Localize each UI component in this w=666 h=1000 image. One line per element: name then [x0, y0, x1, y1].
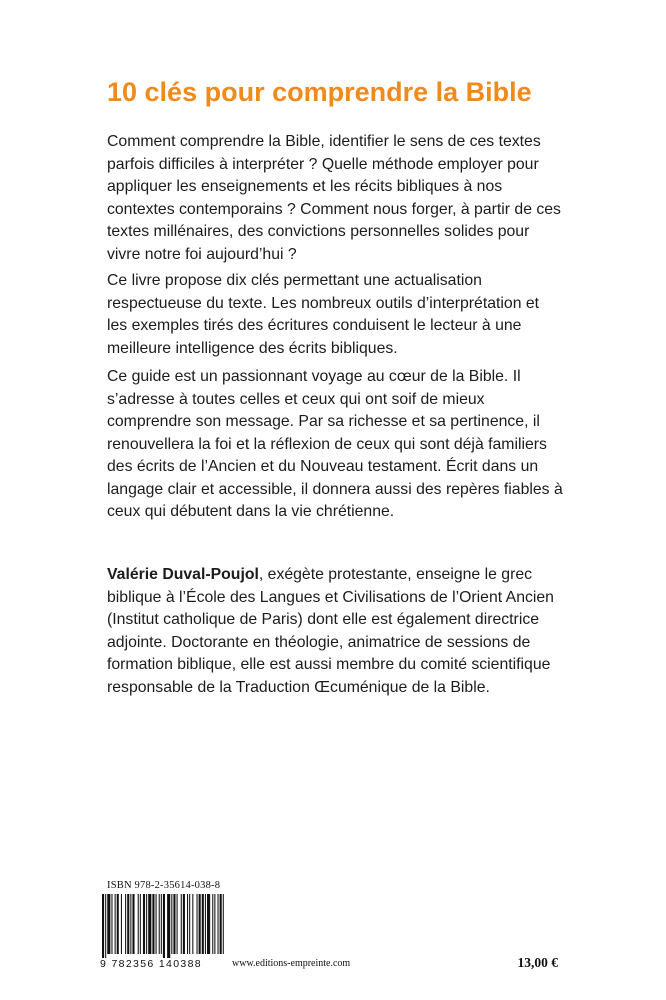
barcode-bar [199, 894, 201, 954]
barcode-bar [117, 894, 119, 954]
blurb-text: Ce guide est un passionnant voyage au cœur de la Bible. Il s’adresse à toutes celles et ceux qui ont soif de mieux comprendre son message. Par sa richesse et sa pertinence, il renouvellera la foi et la réflexion de ceux qui sont déjà familiers des écrits de l’Ancien et du Nouveau testament. Écrit dans un langage clair et accessible, il donnera aussi des repères fiables à ceux qui débutent dans la vie chrétienne. [107, 368, 563, 520]
barcode-bar [212, 894, 213, 954]
barcode-icon [100, 894, 226, 958]
barcode-bar [143, 894, 145, 954]
barcode-bar [161, 894, 162, 954]
barcode-bar [171, 894, 172, 954]
barcode-bar [189, 894, 190, 954]
barcode-bar [197, 894, 198, 954]
barcode-bar [205, 894, 206, 954]
barcode-bar [183, 894, 185, 954]
barcode-bar [146, 894, 147, 954]
barcode-bar [102, 894, 104, 958]
price-label: 13,00 € [517, 955, 558, 970]
barcode-bar [159, 894, 160, 954]
barcode-digits: 9 782356 140388 [100, 958, 202, 970]
barcode-bar [177, 894, 178, 954]
barcode-bar [115, 894, 116, 954]
barcode-bar [105, 894, 106, 958]
barcode-bar [207, 894, 210, 954]
barcode-bar [202, 894, 204, 954]
barcode-bar [152, 894, 154, 954]
barcode-bar [130, 894, 131, 954]
barcode-bar [121, 894, 122, 954]
publisher-website: www.editions-empreinte.com [232, 958, 351, 969]
barcode-bar [223, 894, 224, 954]
barcode-bar [181, 894, 182, 954]
barcode-bar [163, 894, 165, 958]
isbn-label: ISBN 978-2-35614-038-8 [107, 880, 221, 891]
barcode-bar [107, 894, 110, 954]
barcode-bar [148, 894, 151, 954]
blurb-paragraph-1 [107, 131, 563, 266]
barcode-bar [111, 894, 112, 954]
barcode-bar [220, 894, 222, 954]
barcode-bar [173, 894, 175, 954]
blurb-text: Comment comprendre la Bible, identifier le sens de ces textes parfois difficiles à interpréter ? Quelle méthode employer pour appliquer les enseignements et les récits bibliques à nos contextes contemporains ? Comment nous forger, à partir de ces textes millénaires, des convictions personnelles solides pour vivre notre foi aujourd’hui ? [107, 133, 561, 263]
barcode-bar [132, 894, 134, 954]
author-bio [107, 564, 563, 699]
barcode-bar [214, 894, 215, 954]
barcode-bar [167, 894, 170, 958]
blurb-paragraph-2 [107, 270, 563, 360]
barcode-bar [192, 894, 193, 954]
barcode-bar [156, 894, 157, 954]
author-bio-text: , exégète protestante, enseigne le grec biblique à l’École des Langues et Civilisations de l’Orient Ancien (Institut catholique de Paris) dont elle est également directrice adjointe. Doctorante en théologie, animatrice de sessions de formation biblique, elle est aussi membre du comité scientifique responsable de la Traduction Œcuménique de la Bible. [107, 566, 554, 696]
barcode-bar [187, 894, 188, 954]
barcode-bar [218, 894, 219, 954]
barcode-bar [125, 894, 126, 954]
barcode-bar [140, 894, 141, 954]
barcode-bar [138, 894, 139, 954]
blurb-paragraph-3 [107, 366, 563, 524]
author-name: Valérie Duval-Poujol [107, 566, 259, 583]
book-title: 10 clés pour comprendre la Bible [107, 77, 532, 107]
blurb-text: Ce livre propose dix clés permettant une actualisation respectueuse du texte. Les nombreux outils d’interprétation et les exemples tirés des écritures conduisent le lecteur à une meilleure intelligence des écrits bibliques. [107, 272, 540, 357]
barcode-bar [127, 894, 129, 954]
